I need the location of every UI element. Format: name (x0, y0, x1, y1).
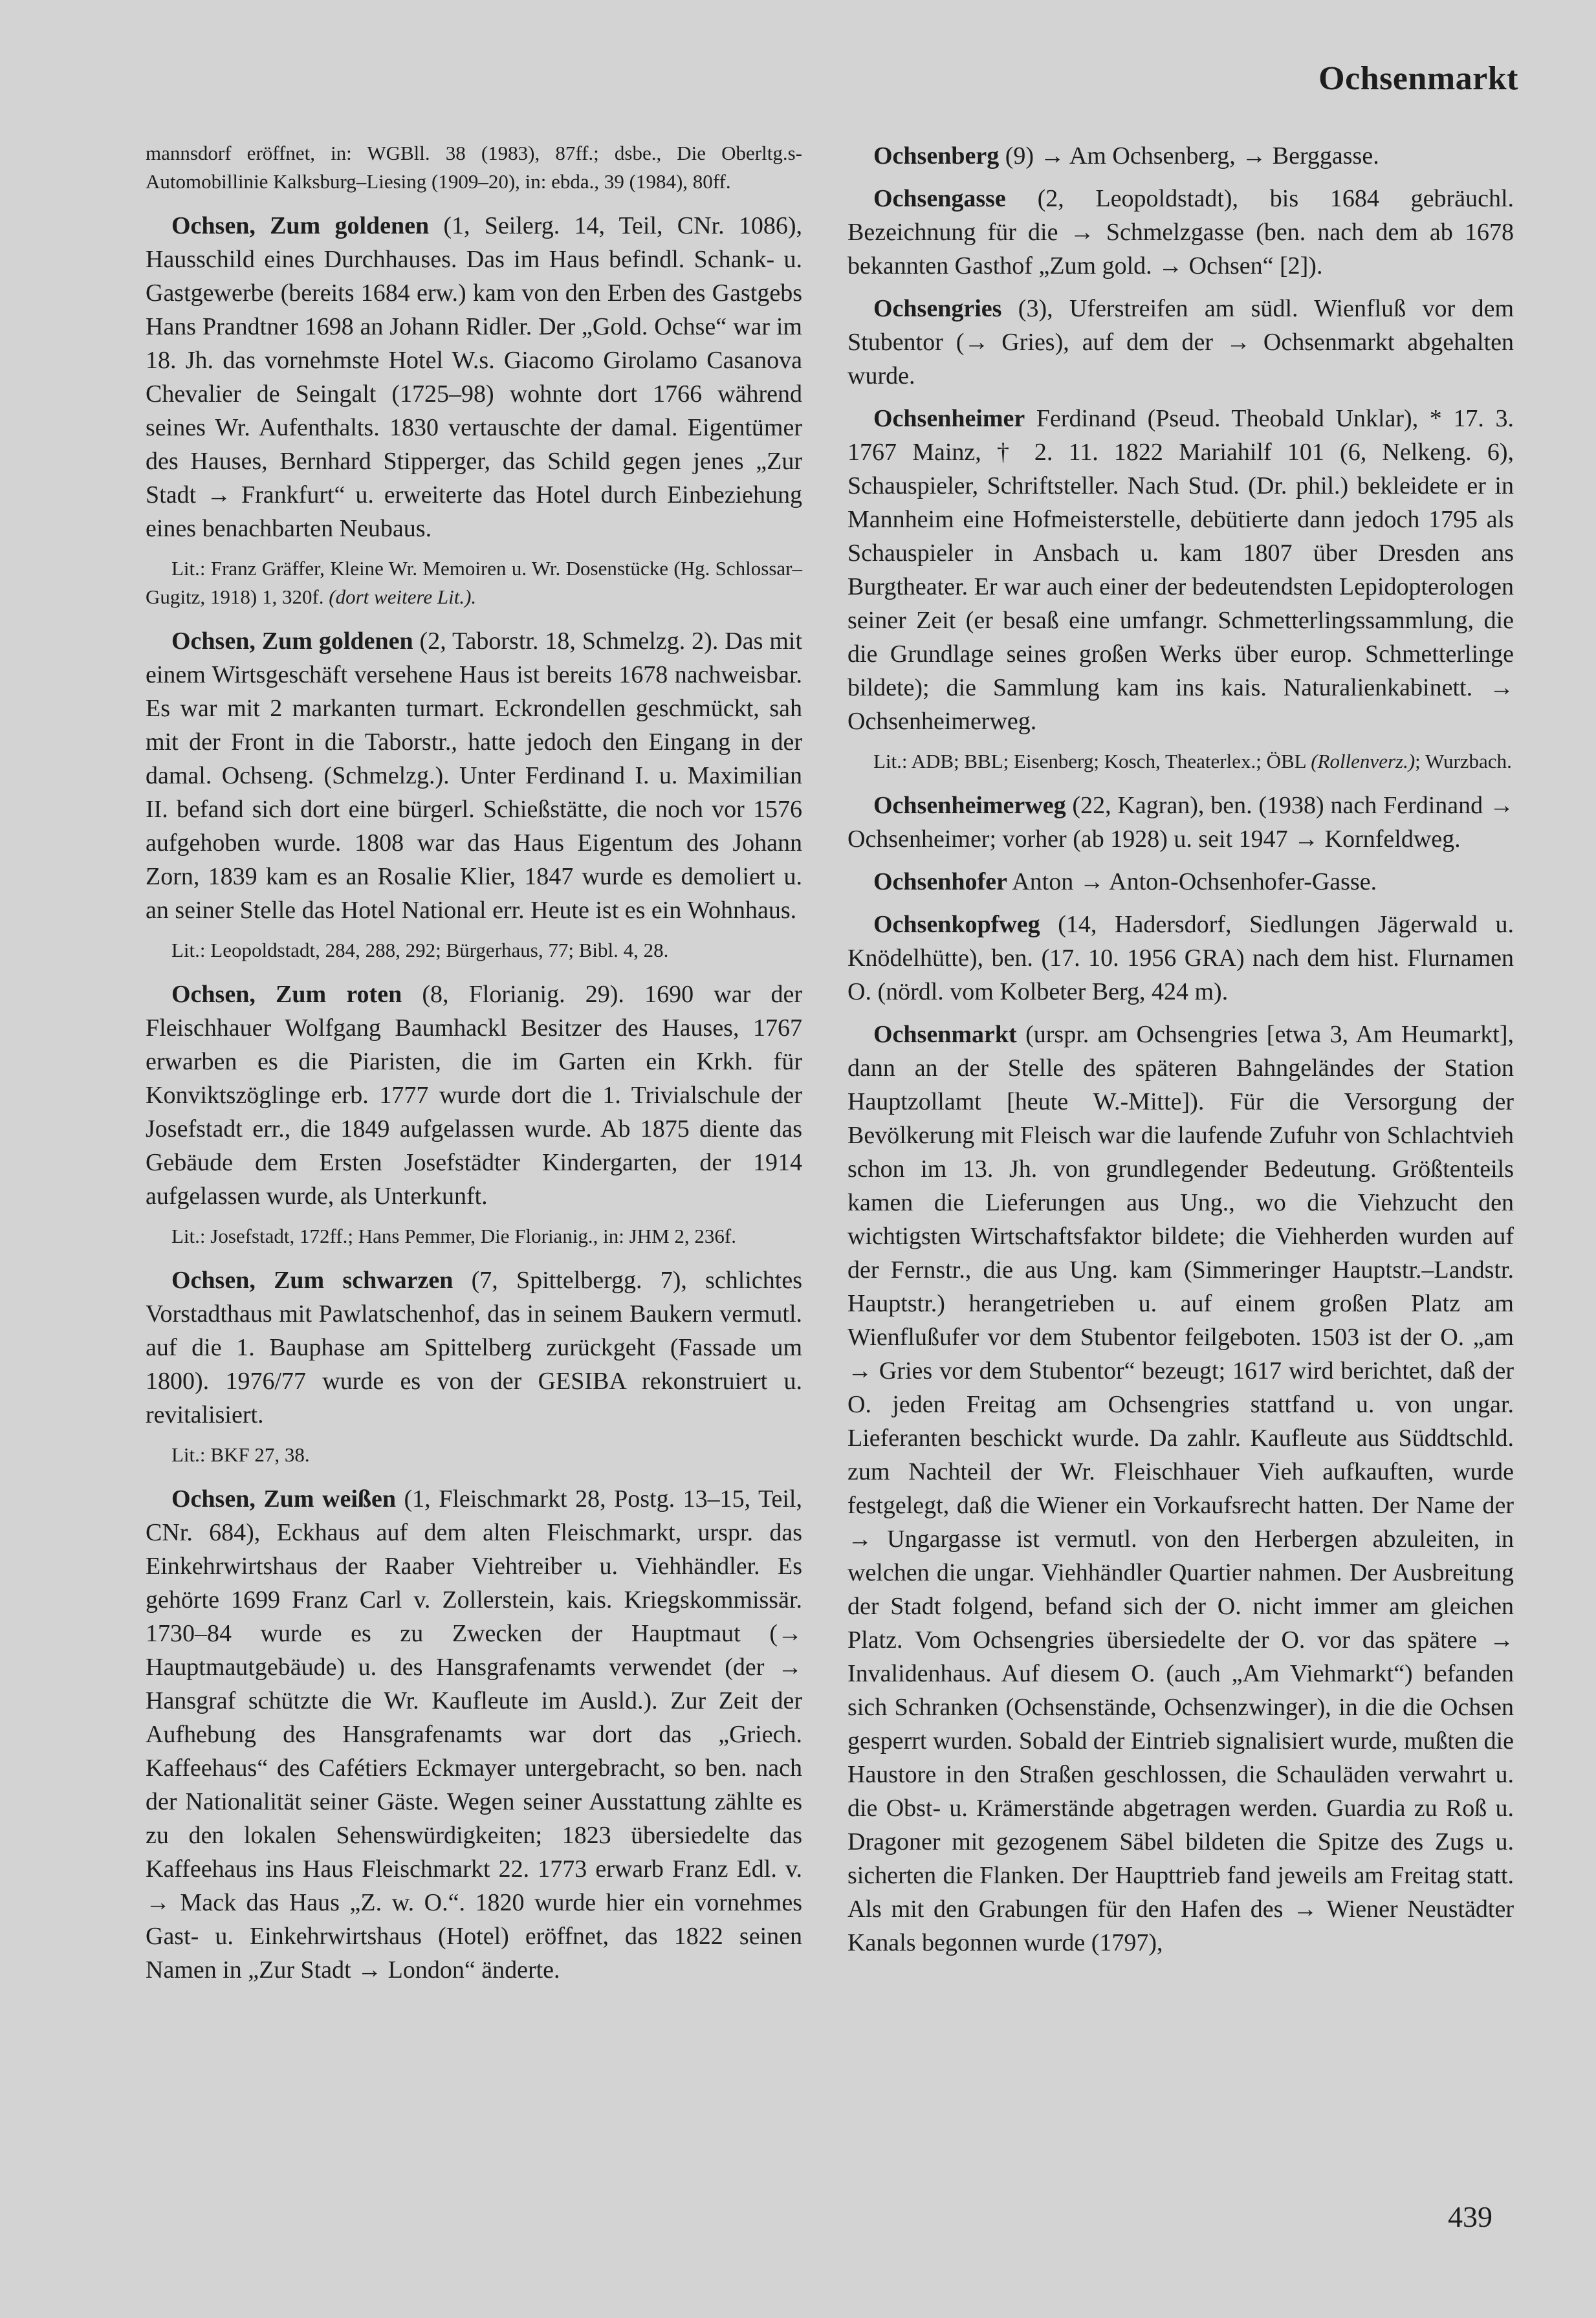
entry-headword: Ochsen, Zum schwarzen (171, 1267, 454, 1294)
entry-headword: Ochsengasse (873, 185, 1006, 212)
entry-text: Ferdinand (Pseud. Theobald Unklar), * 17. 3. 1767 Mainz, † 2. 11. 1822 Mariahilf 101 (6, Nelkeng. 6), Schauspieler, Schriftsteller. Nach Stud. (Dr. phil.) bekleidete er in Mannheim eine Hofmeisterstelle, debütierte dann jedoch 1795 als Schauspieler in Ansbach u. kam 1807 über Dresden ans Burgtheater. Er war auch einer der bedeutendsten Lepidopterologen seiner Zeit (er besaß eine umfangr. Schmetterlingssammlung, die die Grundlage seines großen Werks über europ. Schmetterlinge bildete); die Sammlung kam ins kais. Naturalienkabinett. → Ochsenheimerweg. (847, 405, 1514, 735)
entry-text: (1, Seilerg. 14, Teil, CNr. 1086), Hausschild eines Durchhauses. Das im Haus befindl. Schank- u. Gastgewerbe (bereits 1684 erw.) kam von den Erben des Gastgebs Hans Prandtner 1698 an Johann Ridler. Der „Gold. Ochse“ war im 18. Jh. das vornehmste Hotel W.s. Giacomo Girolamo Casanova Chevalier de Seingalt (1725–98) wohnte dort 1766 während seines Wr. Aufenthalts. 1830 vertauschte der damal. Eigentümer des Hauses, Bernhard Stipperger, das Schild gegen jenes „Zur Stadt → Frankfurt“ u. erweiterte das Hotel durch Einbeziehung eines benachbarten Neubaus. (146, 212, 802, 542)
page-number: 439 (1448, 2200, 1492, 2233)
literature-tail: ; Wurzbach. (1415, 750, 1512, 772)
continued-literature: mannsdorf eröffnet, in: WGBll. 38 (1983), 87ff.; dsbe., Die Oberltg.s-Automobillinie Kalksburg–Liesing (1909–20), in: ebda., 39 (1984), 80ff. (146, 142, 802, 193)
entry-headword: Ochsenheimerweg (873, 792, 1066, 819)
entry-text: (urspr. am Ochsengries [etwa 3, Am Heumarkt], dann an der Stelle des späteren Bahngeländes der Station Hauptzollamt [heute W.-Mitte]). Für die Versorgung der Bevölkerung mit Fleisch war die laufende Zufuhr von Schlachtvieh schon im 13. Jh. von grundlegender Bedeutung. Größtenteils kamen die Lieferungen aus Ung., wo die Viehzucht den wichtigsten Wirtschaftsfaktor bildete; die Viehherden wurden auf der Fernstr., die aus Ung. kam (Simmeringer Hauptstr.–Landstr. Hauptstr.) herangetrieben u. auf einem großen Platz am Wienflußufer vor dem Stubentor feilgeboten. 1503 ist der O. „am → Gries vor dem Stubentor“ bezeugt; 1617 wird berichtet, daß der O. jeden Freitag am Ochsengries stattfand u. von ungar. Lieferanten beschickt wurde. Da zahlr. Kaufleute aus Süddtschld. zum Nachteil der Wr. Fleischhauer Vieh aufkauften, wurde festgelegt, daß die Wiener ein Vorkaufsrecht hatten. Der Name der → Ungargasse ist vermutl. von den Herbergen abzuleiten, in welchen die ungar. Viehhändler Quartier nahmen. Der Ausbreitung der Stadt folgend, befand sich der O. nicht immer am gleichen Platz. Vom Ochsengries übersiedelte der O. vor das spätere → Invalidenhaus. Auf diesem O. (auch „Am Viehmarkt“) befanden sich Schranken (Ochsenstände, Ochsenzwinger), in die die Ochsen gesperrt wurden. Sobald der Eintrieb signalisiert wurde, mußten die Haustore in den Straßen geschlossen, die Schauläden verwahrt u. die Obst- u. Krämerstände abgetragen werden. Guardia zu Roß u. Dragoner mit gezogenem Säbel bildeten die Spitze des Zugs u. sicherten die Flanken. Der Haupttrieb fand jeweils am Freitag statt. Als mit den Grabungen für den Hafen des → Wiener Neustädter Kanals begonnen wurde (1797), (847, 1021, 1514, 1956)
literature-text: Lit.: BKF 27, 38. (171, 1443, 310, 1466)
right-column (847, 139, 1514, 1969)
literature-italic: (Rollenverz.) (1311, 750, 1416, 772)
entry-text: (8, Florianig. 29). 1690 war der Fleischhauer Wolfgang Baumhackl Besitzer des Hauses, 1767 erwarben es die Piaristen, die im Garten ein Krkh. für Konviktszöglinge erb. 1777 wurde dort die 1. Trivialschule der Josefstadt err., die 1849 aufgelassen wurde. Ab 1875 diente das Gebäude dem Ersten Josefstädter Kindergarten, der 1914 aufgelassen wurde, als Unterkunft. (146, 981, 802, 1210)
entry-text: (2, Leopoldstadt), bis 1684 gebräuchl. Bezeichnung für die → Schmelzgasse (ben. nach dem ab 1678 bekannten Gasthof „Zum gold. → Ochsen“ [2]). (847, 185, 1514, 279)
entry-headword: Ochsenheimer (873, 405, 1025, 432)
entry (146, 624, 802, 927)
entry (847, 292, 1514, 393)
running-header: Ochsenmarkt (1318, 60, 1518, 97)
entry-literature (146, 1222, 802, 1251)
entry (847, 908, 1514, 1009)
entry-headword: Ochsen, Zum goldenen (171, 628, 413, 655)
entry (146, 1263, 802, 1432)
left-column (146, 139, 802, 1996)
entry-text: (7, Spittelbergg. 7), schlichtes Vorstadthaus mit Pawlatschenhof, das in seinem Baukern vermutl. auf die 1. Bauphase am Spittelberg zurückgeht (Fassade um 1800). 1976/77 wurde es von der GESIBA rekonstruiert u. revitalisiert. (146, 1267, 802, 1428)
literature-text: Lit.: ADB; BBL; Eisenberg; Kosch, Theaterlex.; ÖBL (873, 750, 1306, 772)
entry-headword: Ochsen, Zum weißen (171, 1485, 397, 1513)
entry (847, 402, 1514, 738)
entry-text: (1, Fleischmarkt 28, Postg. 13–15, Teil, CNr. 684), Eckhaus auf dem alten Fleischmarkt, urspr. das Einkehrwirtshaus der Raaber Viehtreiber u. Viehhändler. Es gehörte 1699 Franz Carl v. Zollerstein, kais. Kriegskommissär. 1730–84 wurde es zu Zwecken der Hauptmaut (→ Hauptmautgebäude) u. des Hansgrafenamts verwendet (der → Hansgraf schützte die Wr. Kaufleute im Ausld.). Zur Zeit der Aufhebung des Hansgrafenamts war dort das „Griech. Kaffeehaus“ des Cafétiers Eckmayer untergebracht, so ben. nach der Nationalität seiner Gäste. Wegen seiner Ausstattung zählte es zu den lokalen Sehenswürdigkeiten; 1823 übersiedelte das Kaffeehaus ins Haus Fleischmarkt 22. 1773 erwarb Franz Edl. v. → Mack das Haus „Z. w. O.“. 1820 wurde hier ein vornehmes Gast- u. Einkehrwirtshaus (Hotel) eröffnet, das 1822 seinen Namen in „Zur Stadt → London“ änderte. (146, 1485, 802, 1984)
entry (847, 1018, 1514, 1960)
literature-italic: (dort weitere Lit.). (329, 585, 477, 608)
entry-headword: Ochsengries (873, 295, 1002, 322)
literature-text: Lit.: Josefstadt, 172ff.; Hans Pemmer, Die Florianig., in: JHM 2, 236f. (171, 1225, 736, 1247)
entry-text: (2, Taborstr. 18, Schmelzg. 2). Das mit einem Wirtsgeschäft versehene Haus ist bereits 1678 nachweisbar. Es war mit 2 markanten turmart. Eckrondellen geschmückt, sah mit der Front in die Taborstr., hatte jedoch den Eingang in der damal. Ochseng. (Schmelzg.). Unter Ferdinand I. u. Maximilian II. befand sich dort eine bürgerl. Schießstätte, die noch vor 1576 aufgehoben wurde. 1808 war das Haus Eigentum des Johann Zorn, 1839 kam es an Rosalie Klier, 1847 wurde es demoliert u. an seiner Stelle das Hotel National err. Heute ist es ein Wohnhaus. (146, 628, 802, 924)
entry-literature (146, 554, 802, 611)
entry-headword: Ochsenhofer (873, 868, 1007, 895)
entry-text: (3), Uferstreifen am südl. Wienfluß vor dem Stubentor (→ Gries), auf dem der → Ochsenmarkt abgehalten wurde. (847, 295, 1514, 389)
entry-headword: Ochsenmarkt (873, 1021, 1017, 1048)
left-entries (146, 209, 802, 1987)
entry (146, 1482, 802, 1987)
entry-headword: Ochsenberg (873, 142, 1000, 169)
entry-text: (9) → Am Ochsenberg, → Berggasse. (999, 142, 1379, 169)
entry-literature (847, 747, 1514, 776)
entry-literature (146, 1441, 802, 1469)
right-entries (847, 139, 1514, 1960)
entry-text: Anton → Anton-Ochsenhofer-Gasse. (1007, 868, 1377, 895)
entry (847, 182, 1514, 283)
entry (847, 865, 1514, 899)
entry-text: (22, Kagran), ben. (1938) nach Ferdinand → Ochsenheimer; vorher (ab 1928) u. seit 1947 → Kornfeldweg. (847, 792, 1514, 853)
entry-headword: Ochsenkopfweg (873, 911, 1040, 938)
literature-text: Lit.: Franz Gräffer, Kleine Wr. Memoiren u. Wr. Dosenstücke (Hg. Schlossar–Gugitz, 1918) 1, 320f. (146, 557, 802, 608)
entry-headword: Ochsen, Zum goldenen (171, 212, 430, 239)
literature-text: Lit.: Leopoldstadt, 284, 288, 292; Bürgerhaus, 77; Bibl. 4, 28. (171, 939, 669, 961)
entry (146, 209, 802, 545)
entry-headword: Ochsen, Zum roten (171, 981, 402, 1008)
entry (847, 789, 1514, 856)
entry-text: (14, Hadersdorf, Siedlungen Jägerwald u. Knödelhütte), ben. (17. 10. 1956 GRA) nach dem hist. Flurnamen O. (nördl. vom Kolbeter Berg, 424 m). (847, 911, 1514, 1005)
entry (847, 139, 1514, 173)
entry-literature (146, 936, 802, 965)
entry (146, 978, 802, 1213)
